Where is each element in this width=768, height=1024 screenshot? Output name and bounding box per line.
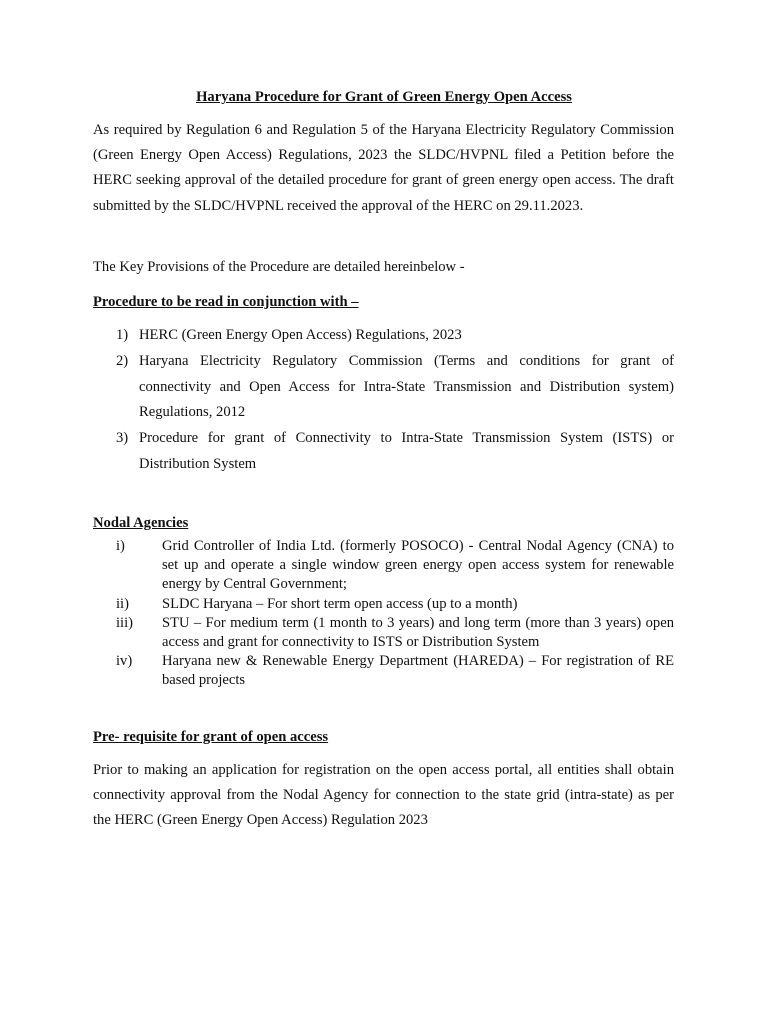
nodal-agency-item — [93, 614, 674, 652]
list-item-text: Procedure for grant of Connectivity to Intra-State Transmission System (ISTS) or Distribution System — [139, 430, 674, 472]
intro-paragraph: As required by Regulation 6 and Regulation 5 of the Haryana Electricity Regulatory Commission (Green Energy Open Access) Regulations, 2023 the SLDC/HVPNL filed a Petition before the HERC seeking approval of the detailed procedure for grant of green energy open access. The draft submitted by the SLDC/HVPNL received the approval of the HERC on 29.11.2023. — [93, 122, 674, 214]
list-number: 2) — [116, 353, 129, 369]
conjunction-item — [93, 323, 674, 349]
list-number: ii) — [116, 595, 129, 612]
list-item-text: SLDC Haryana – For short term open access (up to a month) — [162, 595, 518, 612]
list-number: 3) — [116, 430, 129, 446]
list-item-text: STU – For medium term (1 month to 3 years) and long term (more than 3 years) open access and grant for connectivity to ISTS or Distribution System — [162, 614, 674, 651]
conjunction-heading: Procedure to be read in conjunction with – — [93, 294, 359, 310]
document-title: Haryana Procedure for Grant of Green Energy Open Access — [196, 89, 572, 105]
list-number: iii) — [116, 614, 134, 631]
list-item-text: HERC (Green Energy Open Access) Regulations, 2023 — [139, 327, 462, 343]
prerequisite-paragraph: Prior to making an application for registration on the open access portal, all entities shall obtain connectivity approval from the Nodal Agency for connection to the state grid (intra-state) as per the HERC (Green Energy Open Access) Regulation 2023 — [93, 762, 674, 829]
conjunction-item — [93, 426, 674, 477]
list-item-text: Grid Controller of India Ltd. (formerly POSOCO) - Central Nodal Agency (CNA) to set up and operate a single window green energy open access system for renewable energy by Central Government; — [162, 538, 674, 593]
nodal-agencies-list — [93, 537, 674, 691]
prerequisite-heading: Pre- requisite for grant of open access — [93, 729, 329, 745]
conjunction-list — [93, 323, 674, 478]
list-number: i) — [116, 538, 125, 554]
list-item-text: Haryana new & Renewable Energy Department (HAREDA) – For registration of RE based projects — [162, 653, 674, 689]
conjunction-item — [93, 349, 674, 426]
list-number: iv) — [116, 653, 133, 670]
nodal-agency-item — [93, 652, 674, 690]
list-item-text: Haryana Electricity Regulatory Commission (Terms and conditions for grant of connectivity and Open Access for Intra-State Transmission and Distribution system) Regulations, 2012 — [139, 353, 674, 420]
list-number: 1) — [116, 327, 129, 343]
nodal-agency-item — [93, 537, 674, 595]
nodal-agency-item — [93, 595, 674, 614]
key-provisions-text: The Key Provisions of the Procedure are detailed hereinbelow - — [93, 259, 465, 275]
nodal-agencies-heading: Nodal Agencies — [93, 515, 189, 531]
